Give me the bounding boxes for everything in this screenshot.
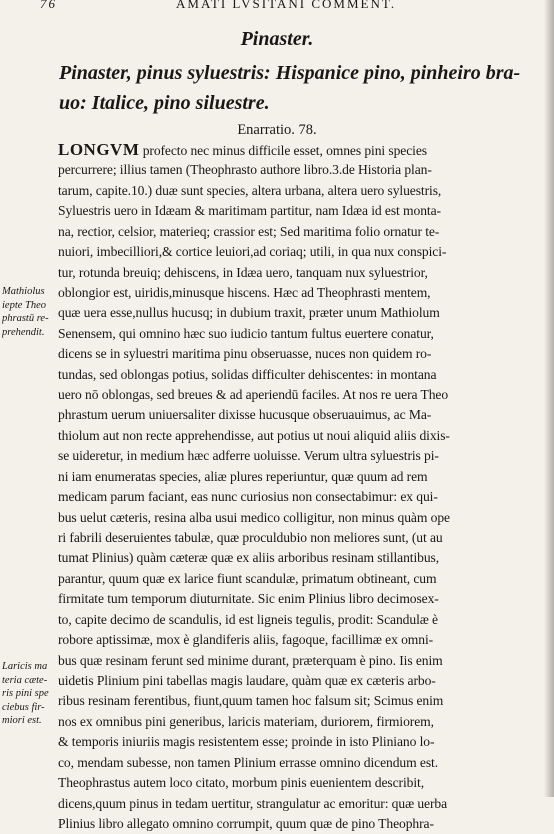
text-line <box>58 732 546 752</box>
margin-note-line: prehendit. <box>2 326 45 338</box>
margin-note-line: Laricis ma <box>2 661 48 672</box>
line-text: robore aptissimæ, mox è glandiferis aliis, fagoque, facillimæ ex omni- <box>58 632 434 648</box>
text-line <box>58 303 546 323</box>
line-text: se uideretur, in medium hæc adferre uoluisse. Verum ultra syluestris pi- <box>58 448 439 464</box>
text-line <box>58 753 546 773</box>
margin-note-line: miori est. <box>2 715 42 726</box>
line-text: & temporis iniuriis magis resistentem esse; proinde in isto Pliniano lo- <box>58 734 435 750</box>
text-line <box>58 222 546 242</box>
text-line <box>58 487 546 507</box>
line-text: tundas, sed oblongas potius, solidas difficulter dehiscentes: in montana <box>58 366 437 382</box>
text-line <box>58 324 546 344</box>
line-text: nuiori, imbecilliori,& cortice leuiori,ad coriaq; utili, in qua nux conspici- <box>58 244 447 260</box>
text-line <box>58 630 546 650</box>
text-line <box>58 365 546 385</box>
margin-note-line: ris pini spe <box>2 688 49 699</box>
text-line <box>58 344 546 364</box>
running-head <box>0 0 554 12</box>
text-line <box>58 712 546 732</box>
line-text: to, capite decimo de scandulis, id est ligneis tegulis, prodit: Scandulæ è <box>58 611 438 627</box>
text-line <box>58 283 546 303</box>
line-text: uidetis Plinium pini tabellas magis laudare, quàm quæ ex cæteris arbo- <box>58 672 436 688</box>
line-text: Plinius libro allegato omnino corrumpit, quum quæ de pino Theophra- <box>58 815 434 831</box>
line-text: Theophrastus autem loco citato, morbum pinis euenientem describit, <box>58 775 425 791</box>
line-text: Syluestris uero in Idæam & maritimam partitur, nam Idæa id est monta- <box>58 203 441 219</box>
text-line <box>58 160 546 180</box>
line-text: Senensem, qui omnino hæc suo iudicio tantum fultus euertere conatur, <box>58 325 434 341</box>
line-text: ri fabrili deseruientes tabulæ, quæ proculdubio non meliores sunt, (ut au <box>58 530 443 546</box>
text-line <box>58 589 546 609</box>
line-text: quæ uera esse,nullus hucusq; in dubium traxit, præter unum Mathiolum <box>58 305 440 321</box>
text-line <box>58 467 546 487</box>
margin-note-line: iepte Theo <box>2 299 47 311</box>
line-text: na, rectior, celsior, materieq; crassior est; Sed maritima folio ornatur te- <box>58 223 440 239</box>
text-line <box>58 508 546 528</box>
line-text: ribus resinam ferentibus, fiunt,quum tamen hoc falsum sit; Scimus enim <box>58 693 444 709</box>
line-text: profecto nec minus difficile esset, omnes pini species <box>139 143 427 158</box>
line-text: phrastum uerum uniuersaliter dixisse hucusque obseruauimus, ac Ma- <box>58 407 432 423</box>
text-line <box>58 691 546 711</box>
page-edge-shadow <box>544 0 554 797</box>
line-text: bus uelut cæteris, resina alba usui medico colligitur, non minus quàm ope <box>58 509 450 525</box>
line-text: bus quæ resinam ferunt sed minime durant, præterquam è pino. Iis enim <box>58 652 443 668</box>
text-line <box>58 385 546 405</box>
line-text: tur, rotunda breuiq; dehiscens, in Idæa uero, tanquam nux syluestrior, <box>58 264 428 280</box>
line-text: oblongior est, uiridis,minusque hiscens. Hæc ad Theophrasti mentem, <box>58 284 431 300</box>
line-text: tumat Plinius) quàm cæteræ quæ ex aliis arboribus resinam stillantibus, <box>58 550 440 566</box>
text-line <box>58 569 546 589</box>
margin-note-line: ciebus fir- <box>2 701 45 713</box>
text-line <box>58 548 546 568</box>
margin-note-line: teria cæte- <box>2 674 48 686</box>
text-line <box>58 446 546 466</box>
line-text: parantur, quum quæ ex larice fiunt scandulæ, primatum obtineant, cum <box>58 570 437 586</box>
text-line <box>58 201 546 221</box>
body-text <box>58 140 546 834</box>
line-text: firmitate tum temporum diuturnitate. Sic enim Plinius libro decimosex- <box>58 591 439 607</box>
text-line <box>58 426 546 446</box>
line-text: dicens,quum pinus in tedam uertitur, strangulatur ac emoritur: quæ uerba <box>58 795 448 811</box>
text-line <box>58 814 546 834</box>
enarratio-heading: Enarratio. 78. <box>237 122 317 138</box>
text-line <box>58 140 546 160</box>
text-line <box>58 610 546 630</box>
text-line <box>58 671 546 691</box>
drop-word: LONGVM <box>58 140 140 159</box>
line-text: co, mendam subesse, non tamen Plinium errasse omnino dicendum est. <box>58 754 438 770</box>
line-text: dicens se in syluestri maritima pinu obseruasse, nuces non quidem ro- <box>58 346 432 362</box>
margin-note-line: Mathiolus <box>2 286 45 297</box>
line-text: thiolum aut non recte apprehendisse, aut potius ut noui aliquid aliis dixis- <box>58 427 450 443</box>
plant-title-line: uo: Italice, pino siluestre. <box>59 92 270 114</box>
plant-title-line: Pinaster, pinus syluestris: Hispanice pino, pinheiro bra- <box>59 62 521 84</box>
line-text: nos ex omnibus pini generibus, laricis materiam, duriorem, firmiorem, <box>58 713 434 729</box>
line-text: tarum, capite.10.) duæ sunt species, altera urbana, altera uero syluestris, <box>58 182 442 198</box>
text-line <box>58 405 546 425</box>
line-text: percurrere; illius tamen (Theophrasto authore libro.3.de Historia plan- <box>58 162 432 178</box>
page-number: 76 <box>40 0 57 11</box>
line-text: medicam parum faciant, eas nunc curiosius non consectabimur: ex qui- <box>58 489 438 505</box>
running-title: AMATI LVSITANI COMMENT. <box>176 0 397 11</box>
text-line <box>58 181 546 201</box>
line-text: ni iam enumeratas species, aliæ plures reperiuntur, quæ quum ad rem <box>58 468 428 484</box>
line-text: uero nō oblongas, sed breues & ad aperiendū faciles. At nos re uera Theo <box>58 387 449 403</box>
text-line <box>58 263 546 283</box>
text-line <box>58 773 546 793</box>
margin-note <box>2 285 54 339</box>
margin-note-line: phrastū re- <box>2 313 49 324</box>
text-line <box>58 242 546 262</box>
text-line <box>58 651 546 671</box>
margin-note <box>2 660 54 728</box>
text-line <box>58 528 546 548</box>
section-heading: Pinaster. <box>240 28 314 50</box>
